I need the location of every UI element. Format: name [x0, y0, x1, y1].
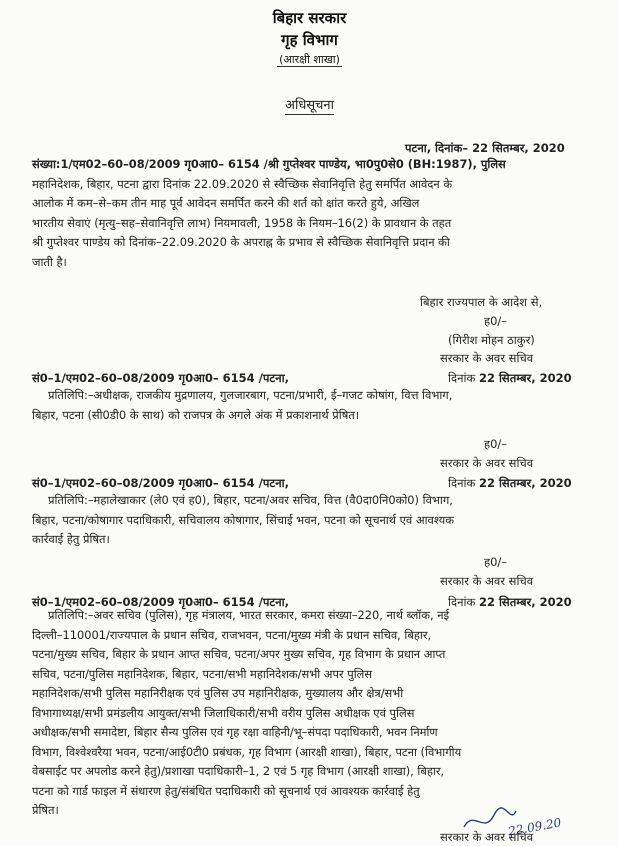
copy-line: पटना को गार्ड फाइल में संधारण हेतु/संबंधित पदाधिकारी को सूचनार्थ एवं आवश्यक कार्रवाई हेतु	[32, 783, 420, 798]
branch-heading: (आरक्षी शाखा)	[279, 53, 340, 66]
main-line: श्री गुप्तेश्वर पाण्डेय को दिनांक–22.09.2020 के अपराह्न के प्रभाव से स्वैच्छिक सेवानिवृत्ति प्रदान की	[32, 235, 450, 249]
signed-mark: ह0/–	[484, 314, 508, 328]
signatory-name: (गिरीश मोहन ठाकुर)	[448, 333, 535, 347]
copy-line: प्रेषित।	[32, 803, 59, 817]
copy-line: प्रतिलिपि:–अधीक्षक, राजकीय मुद्रणालय, गुलजारबाग, पटना/प्रभारी, ई–गजट कोषांग, वित्त विभाग,	[48, 388, 453, 402]
main-line: महानिदेशक, बिहार, पटना द्वारा दिनांक 22.09.2020 से स्वैच्छिक सेवानिवृत्ति हेतु समर्पित आवेदन के	[32, 176, 453, 191]
memo-number: सं0–1/एम02–60–08/2009 गृ0आ0– 6154 /पटना,	[32, 476, 289, 490]
copy-line: बिहार, पटना/कोषागार पदाधिकारी, सचिवालय कोषागार, सिंचाई भवन, पटना को सूचनार्थ एवं आवश्यक	[32, 512, 455, 527]
main-line: संख्या:1/एम02–60–08/2009 गृ0आ0– 6154 /श्री गुप्तेश्वर पाण्डेय, भा0पु0से0 (BH:1987), पुलिस	[32, 157, 506, 171]
copy-line: वेबसाईट पर अपलोड करने हेतु)/प्रशाखा पदाधिकारी–1, 2 एवं 5 गृह विभाग (आरक्षी शाखा), बिहार,	[32, 764, 445, 778]
memo-date: दिनांक 22 सितम्बर, 2020	[448, 595, 572, 609]
copy1-paragraph	[32, 386, 593, 425]
copy-line: विभागाध्यक्ष/सभी प्रमंडलीय आयुक्त/सभी जिलाधिकारी/सभी वरीय पुलिस अधीक्षक एवं पुलिस	[32, 705, 415, 720]
main-line: जाती है।	[32, 254, 67, 269]
place-date: पटना, दिनांक– 22 सितम्बर, 2020	[405, 141, 565, 155]
copy-line: प्रतिलिपि:–अवर सचिव (पुलिस), गृह मंत्रालय, भारत सरकार, कमरा संख्या–220, नार्थ ब्लॉक, नई	[48, 608, 450, 622]
copy-line: महानिदेशक/सभी पुलिस महानिरीक्षक एवं पुलिस उप महानिरीक्षक, मुख्यालय और क्षेत्र/सभी	[32, 686, 404, 700]
memo-number: सं0–1/एम02–60–08/2009 गृ0आ0– 6154 /पटना,	[32, 595, 289, 609]
memo-date: दिनांक 22 सितम्बर, 2020	[448, 476, 572, 490]
signatory-designation: सरकार के अवर सचिव	[440, 574, 534, 588]
order-line: बिहार राज्यपाल के आदेश से,	[420, 295, 543, 309]
signatory-designation: सरकार के अवर सचिव	[440, 456, 534, 470]
copy-line: विभाग, विश्वेश्वरैया भवन, पटना/आई0टी0 प्रबंधक, गृह विभाग (आरक्षी शाखा), बिहार, पटना (विभागीय	[32, 744, 462, 759]
memo-date: दिनांक 22 सितम्बर, 2020	[448, 371, 572, 385]
copy-line: पटना/मुख्य सचिव, बिहार के प्रधान आप्त सचिव, पटना/अपर मुख्य सचिव, गृह विभाग के प्रधान आप्त	[32, 647, 446, 661]
signed-mark: ह0/–	[484, 555, 508, 569]
signatory-designation: सरकार के अवर सचिव	[440, 830, 534, 844]
copy-line: अधीक्षक/सभी समादेष्टा, बिहार सैन्य पुलिस एवं गृह रक्षा वाहिनी/भू–संपदा पदाधिकारी, भवन निर्माण	[32, 725, 438, 739]
department-heading: गृह विभाग	[281, 31, 338, 49]
signed-mark: ह0/–	[484, 437, 508, 451]
copy2-paragraph	[32, 491, 593, 550]
govt-heading: बिहार सरकार	[272, 9, 347, 27]
copy-line: दिल्ली–110001/राज्यपाल के प्रधान सचिव, राजभवन, पटना/मुख्य मंत्री के प्रधान सचिव, बिहार,	[32, 627, 432, 642]
notification-title: अधिसूचना	[285, 98, 334, 113]
copy-line: कार्रवाई हेतु प्रेषित।	[32, 532, 110, 546]
main-paragraph	[32, 155, 592, 272]
memo-number: सं0–1/एम02–60–08/2009 गृ0आ0– 6154 /पटना,	[32, 371, 289, 385]
signatory-designation: सरकार के अवर सचिव	[440, 351, 534, 365]
copy-line: बिहार, पटना (सी0डी0 के साथ) को राजपत्र के अगले अंक में प्रकाशनार्थ प्रेषित।	[32, 407, 360, 422]
main-line: आलोक में कम–से–कम तीन माह पूर्व आवेदन समर्पित करने की शर्त को क्षांत करते हुये, अखिल	[32, 196, 420, 210]
handwritten-date: 22.09.20	[507, 815, 563, 839]
copy-line: प्रतिलिपि:–महालेखाकार (ले0 एवं ह0), बिहार, पटना/अवर सचिव, वित्त (वै0दा0नि0को0) विभाग,	[48, 493, 453, 507]
copy3-paragraph	[32, 606, 593, 821]
main-line: भारतीय सेवाएं (मृत्यु–सह–सेवानिवृत्ति लाभ) नियमावली, 1958 के नियम–16(2) के प्रावधान के तहत	[32, 215, 452, 230]
copy-line: सचिव, पटना/पुलिस महानिदेशक, बिहार, पटना/सभी महानिदेशक/सभी अपर पुलिस	[32, 666, 373, 681]
